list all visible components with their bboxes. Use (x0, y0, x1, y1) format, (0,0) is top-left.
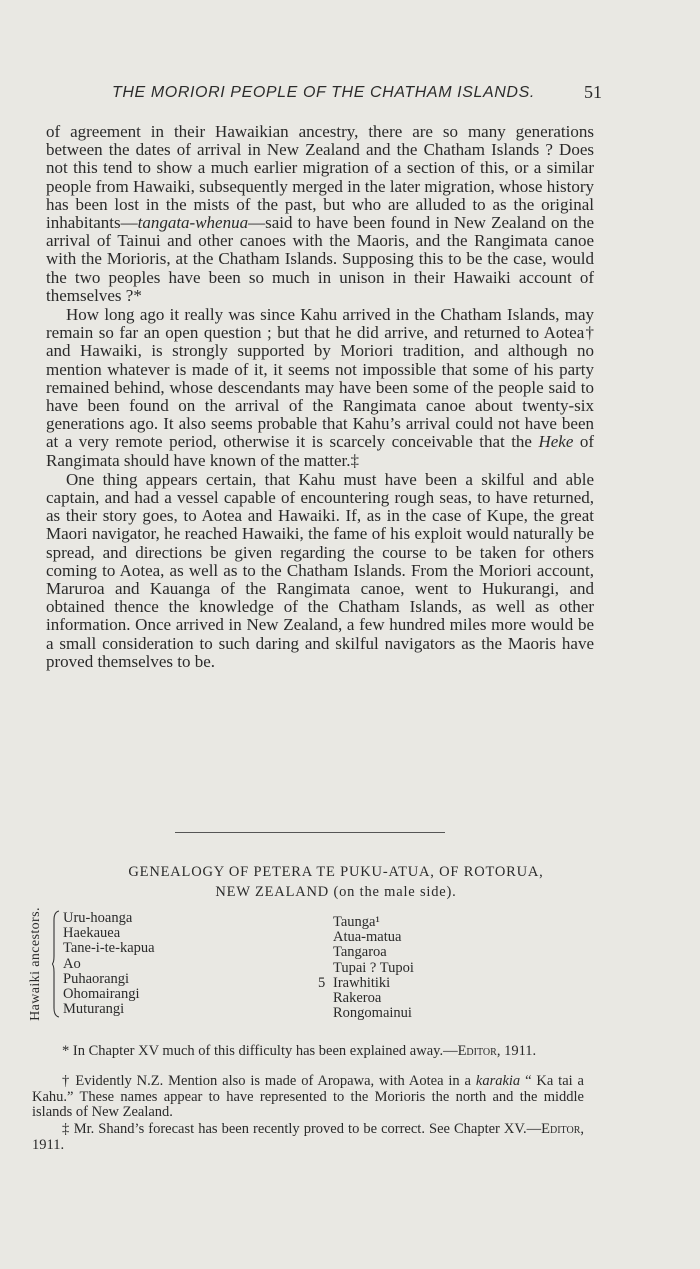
ancestor-name: Puhaorangi (63, 970, 130, 987)
ancestor-name: Muturangi (63, 1001, 125, 1018)
ancestor-name: Uru-hoanga (63, 910, 133, 926)
ancestor-name: Rakeroa (333, 990, 382, 1007)
footnote-3: ‡ Mr. Shand’s forecast has been recently proved to be correct. See Chapter XV.—Editor, 1911. (32, 1121, 584, 1153)
footnote-1: * In Chapter XV much of this difficulty has been explained away.—Editor, 1911. (62, 1043, 537, 1059)
body-text (46, 123, 594, 671)
ancestor-name: Tangaroa (333, 944, 387, 961)
ancestor-name: Haekauea (63, 925, 121, 942)
paragraph-3: One thing appears certain, that Kahu must have been a skilful and able captain, and had a vessel capable of encountering rough seas, to have returned, as their story goes, to Aotea and Hawaiki. If, as in the case of Kupe, the great Maori navigator, he reached Hawaiki, the fame of his exploit would naturally be spread, and directions be given regarding the course to be taken for others coming to Aotea, as well as to the Chatham Islands. From the Moriori account, Maruroa and Kauanga of the Rangimata canoe, went to Hukurangi, and obtained thence the knowledge of the Chatham Islands, as well as other information. Once arrived in New Zealand, a few hundred miles more would be a small consideration to such daring and skilful navigators as the Maoris have proved themselves to be. (46, 469, 594, 671)
ancestor-name: Taunga¹ (333, 914, 380, 930)
ancestor-name: Atua-matua (333, 929, 402, 946)
genealogy-title: GENEALOGY OF PETERA TE PUKU-ATUA, OF ROTORUA, NEW ZEALAND (on the male side). (128, 864, 544, 900)
genealogy-right-column (318, 914, 414, 1022)
paragraph-1: of agreement in their Hawaikian ancestry, there are so many generations between the dates of arrival in New Zealand and the Chatham Islands ? Does not this tend to show a much earlier migration of a section of this, or a similar people from Hawaiki, subsequently merged in the later migration, whose history has been lost in the mists of the past, but who are alluded to as the original inhabitants—tangata-whenua—said to have been found in New Zealand on the arrival of Tainui and other canoes with the Maoris, and the Rangimata canoe with the Morioris, at the Chatham Islands. Supposing this to be the case, would the two peoples have been so much in unison in their Hawaiki account of themselves ?* (46, 122, 594, 305)
paragraph-2: How long ago it really was since Kahu arrived in the Chatham Islands, may remain so far an open question ; but that he did arrive, and returned to Aotea† and Hawaiki, is strongly supported by Moriori tradition, and although no mention whatever is made of it, it seems not impossible that some of his party remained behind, whose descendants may have been some of the people said to have been found on the arrival of the Rangimata canoe about twenty-six generations ago. It also seems probable that Kahu’s arrival could not have been at a very remote period, otherwise it is scarcely conceivable that the Heke of Rangimata should have known of the matter.‡ (46, 305, 594, 470)
ancestor-name: Ohomairangi (63, 986, 140, 1003)
ancestor-name: Ao (63, 955, 81, 972)
ancestor-name: Tane-i-te-kapua (63, 940, 155, 957)
genealogy-left-column (63, 911, 155, 1017)
brace-icon (52, 910, 60, 1018)
ancestor-name: 5 Irawhitiki (318, 974, 391, 991)
italic-term: tangata-whenua (137, 213, 249, 233)
page-number: 51 (584, 82, 602, 102)
section-divider (175, 832, 445, 833)
running-title: THE MORIORI PEOPLE OF THE CHATHAM ISLANDS. (112, 84, 535, 101)
ancestor-name: Tupai ? Tupoi (333, 959, 414, 976)
hawaiki-ancestors-label: Hawaiki ancestors. (28, 907, 43, 1021)
page-header (112, 84, 602, 108)
italic-term: Heke (538, 432, 574, 452)
ancestor-name: Rongomainui (333, 1005, 412, 1022)
footnote-2: † Evidently N.Z. Mention also is made of Aropawa, with Aotea in a karakia “ Ka tai a Kahu.” These names appear to have represented to the Morioris the north and the middle islands of New Zealand. (32, 1073, 584, 1120)
generation-number: 5 (318, 974, 326, 991)
